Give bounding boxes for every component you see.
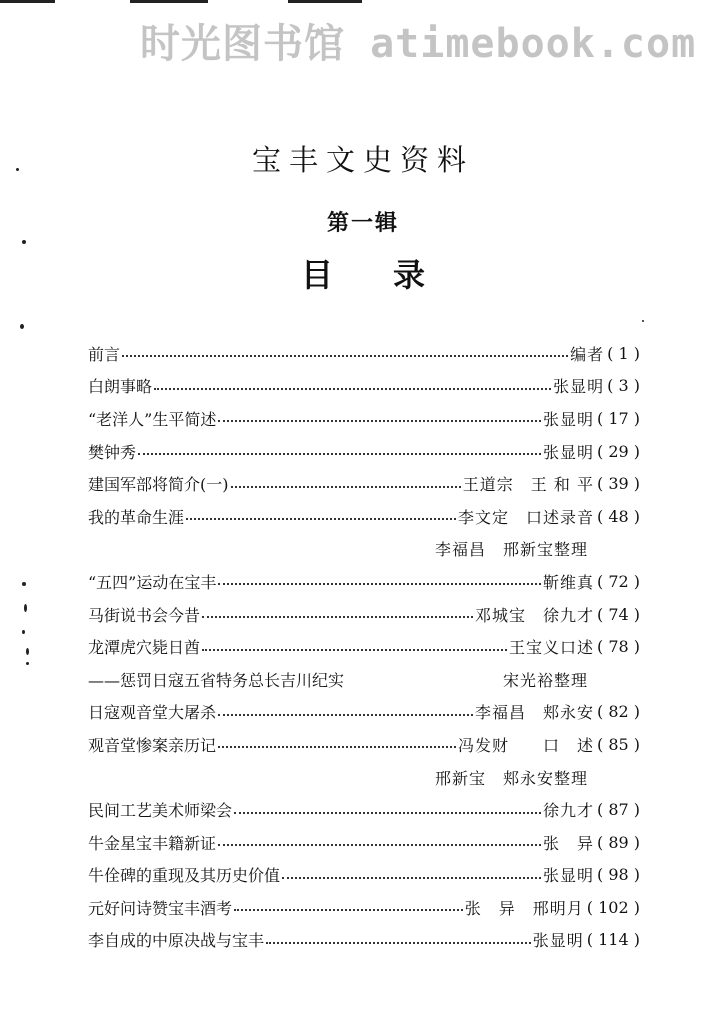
toc-entry-page: ( 39 ) xyxy=(596,474,640,494)
toc-entry xyxy=(88,761,640,794)
dot-leader xyxy=(218,583,541,585)
toc-entry-author: 编者 xyxy=(570,344,605,364)
toc-entry-title: 观音堂惨案亲历记 xyxy=(88,735,217,755)
scan-speck xyxy=(24,604,27,612)
toc-entry xyxy=(88,598,640,631)
toc-entry xyxy=(88,533,640,566)
toc-entry-title: 马街说书会今昔 xyxy=(88,605,201,625)
scan-speck xyxy=(20,324,24,329)
toc-heading-char: 目 xyxy=(300,256,333,294)
toc-entry xyxy=(88,565,640,598)
toc-entry xyxy=(88,826,640,859)
dot-leader xyxy=(234,812,541,814)
top-rule-right xyxy=(288,0,362,3)
toc-entry-title: 日寇观音堂大屠杀 xyxy=(88,703,217,723)
toc-entry xyxy=(88,435,640,468)
toc-entry-page: ( 82 ) xyxy=(596,702,640,722)
toc-entry-page: ( 114 ) xyxy=(586,930,640,950)
toc-entry-page: ( 89 ) xyxy=(596,832,640,852)
toc-entry-author: 张显明 xyxy=(542,866,594,886)
table-of-contents xyxy=(88,337,640,956)
toc-entry-title: 牛佺碑的重现及其历史价值 xyxy=(88,866,281,886)
dot-leader xyxy=(231,486,461,488)
toc-entry-title: 前言 xyxy=(88,344,121,364)
toc-entry xyxy=(88,337,640,370)
top-rule-left xyxy=(0,0,55,3)
watermark: 时光图书馆 atimebook.com xyxy=(140,21,697,67)
toc-entry-title: 民间工艺美术师梁会 xyxy=(88,801,233,821)
dot-leader xyxy=(234,909,463,911)
top-rule-middle xyxy=(130,0,208,3)
toc-entry-author: 邓城宝 徐九才 xyxy=(474,605,594,625)
scan-speck xyxy=(22,582,26,586)
dot-leader xyxy=(154,388,551,390)
toc-entry-page: ( 98 ) xyxy=(596,865,640,885)
toc-entry-title: 元好问诗赞宝丰酒考 xyxy=(88,898,233,918)
toc-entry xyxy=(88,500,640,533)
toc-entry-page: ( 1 ) xyxy=(607,343,640,363)
toc-entry-author: 宋光裕整理 xyxy=(502,670,588,690)
toc-entry-page: ( 72 ) xyxy=(596,571,640,591)
toc-entry-page: ( 74 ) xyxy=(596,604,640,624)
toc-entry xyxy=(88,859,640,892)
toc-entry-title: “老洋人”生平简述 xyxy=(88,409,217,429)
toc-entry-title: 白朗事略 xyxy=(88,377,153,397)
dot-leader xyxy=(218,844,541,846)
toc-entry xyxy=(88,467,640,500)
toc-entry-page: ( 85 ) xyxy=(596,734,640,754)
toc-entry-author: 靳维真 xyxy=(542,572,594,592)
toc-entry-author: 李文定 口述录音 xyxy=(457,507,594,527)
toc-entry-author: 冯发财 口 述 xyxy=(457,735,594,755)
toc-entry-title: 李自成的中原决战与宝丰 xyxy=(88,931,265,951)
toc-heading-char: 录 xyxy=(393,256,426,294)
toc-entry xyxy=(88,402,640,435)
toc-entry-page: ( 17 ) xyxy=(596,408,640,428)
toc-entry-title: 我的革命生涯 xyxy=(88,507,185,527)
toc-entry-title: 龙潭虎穴毙日酋 xyxy=(88,638,201,658)
toc-entry xyxy=(88,630,640,663)
toc-heading xyxy=(0,250,726,296)
book-title: 宝丰文史资料 xyxy=(251,143,474,177)
toc-entry xyxy=(88,891,640,924)
volume-label: 第一辑 xyxy=(326,210,399,236)
toc-entry-title: “五四”运动在宝丰 xyxy=(88,572,217,592)
dot-leader xyxy=(266,942,531,944)
toc-entry-page: ( 78 ) xyxy=(596,637,640,657)
dot-leader xyxy=(202,649,507,651)
toc-entry-author: 李福昌 邢新宝整理 xyxy=(434,540,588,560)
toc-entry-author: 张显明 xyxy=(553,377,605,397)
dot-leader xyxy=(218,714,473,716)
toc-entry-title: 建国军部将简介(一) xyxy=(88,475,229,495)
toc-entry-author: 张显明 xyxy=(542,442,594,462)
toc-entry-author: 李福昌 郏永安 xyxy=(474,703,594,723)
toc-entry-page: ( 48 ) xyxy=(596,506,640,526)
toc-entry xyxy=(88,728,640,761)
toc-entry xyxy=(88,663,640,696)
toc-entry-page: ( 3 ) xyxy=(607,376,640,396)
toc-entry-page: ( 29 ) xyxy=(596,441,640,461)
scan-speck xyxy=(22,630,25,634)
toc-entry-author: 徐九才 xyxy=(542,801,594,821)
scan-speck xyxy=(22,240,26,244)
toc-entry-title: 牛金星宝丰籍新证 xyxy=(88,833,217,853)
toc-entry xyxy=(88,793,640,826)
toc-entry-page: ( 102 ) xyxy=(586,897,640,917)
toc-entry-author: 张 异 xyxy=(542,833,594,853)
scan-speck xyxy=(26,662,29,665)
toc-entry-author: 张显明 xyxy=(542,409,594,429)
toc-entry-author: 邢新宝 郏永安整理 xyxy=(434,768,588,788)
dot-leader xyxy=(122,355,568,357)
dot-leader xyxy=(218,420,541,422)
scan-speck xyxy=(26,648,29,655)
toc-entry xyxy=(88,924,640,957)
toc-entry-title: 樊钟秀 xyxy=(88,442,137,462)
toc-entry-author: 王道宗 王 和 平 xyxy=(462,475,594,495)
toc-entry-subtitle: ——惩罚日寇五省特务总长吉川纪实 xyxy=(88,670,345,690)
toc-entry-author: 张 异 邢明月 xyxy=(464,898,584,918)
toc-entry xyxy=(88,696,640,729)
dot-leader xyxy=(218,746,456,748)
toc-entry-page: ( 87 ) xyxy=(596,800,640,820)
dot-leader xyxy=(186,518,456,520)
dot-leader xyxy=(282,877,541,879)
dot-leader xyxy=(138,453,541,455)
toc-entry xyxy=(88,370,640,403)
toc-entry-author: 王宝义口述 xyxy=(508,638,594,658)
dot-leader xyxy=(202,616,473,618)
scan-speck xyxy=(642,320,644,322)
toc-entry-author: 张显明 xyxy=(532,931,584,951)
